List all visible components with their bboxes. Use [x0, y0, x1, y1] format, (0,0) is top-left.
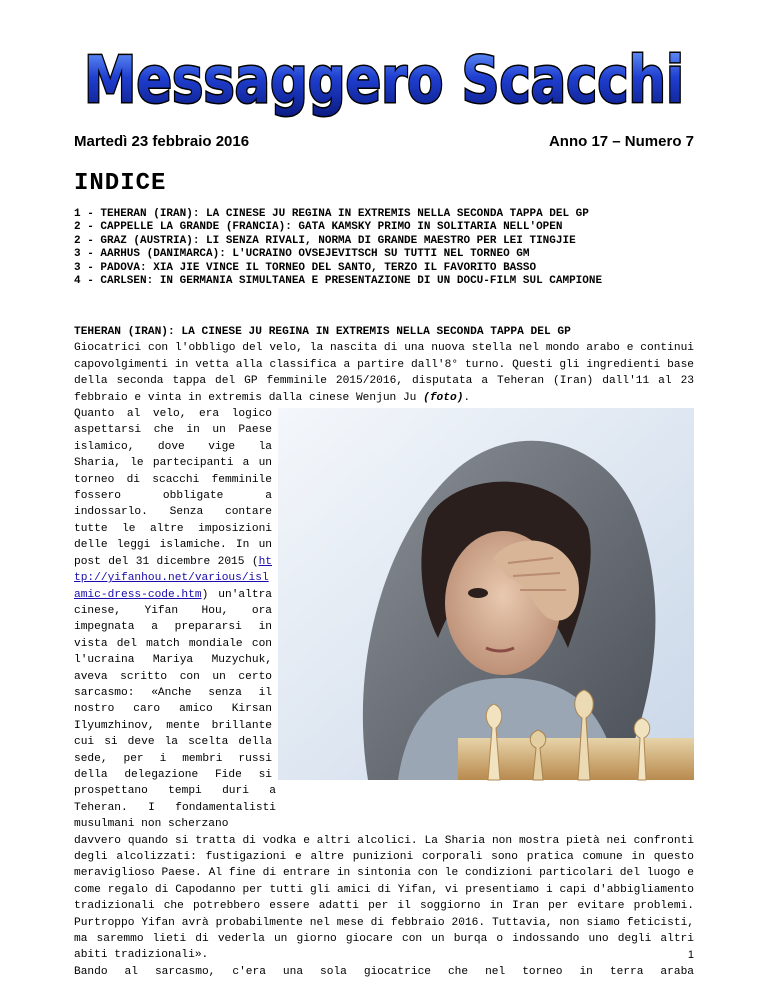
- index-item[interactable]: 2 - GRAZ (AUSTRIA): LI SENZA RIVALI, NORMA DI GRANDE MAESTRO PER LEI TINGJIE: [74, 234, 576, 247]
- index-item[interactable]: 3 - PADOVA: XIA JIE VINCE IL TORNEO DEL SANTO, TERZO IL FAVORITO BASSO: [74, 261, 537, 274]
- article-intro: Giocatrici con l'obbligo del velo, la nascita di una nuova stella nel mondo arabo e continui capovolgimenti in vetta alla classifica a partire dall'8° turno. Questi gli ingredienti base della seconda tappa del GP femminile 2015/2016, disputata a Teheran (Iran) dall'11 al 23 febbraio e vinta in extremis dalla cinese Wenjun Ju (foto).: [74, 342, 694, 404]
- column-text: ) un'altra cinese, Yifan Hou, ora impegnata a prepararsi in vista del match mondiale con l'ucraina Mariya Muzychuk, aveva scritto con un certo sarcasmo: «Anche senza il nostro caro amico Kirsan Ilyumzhinov, mente brillante cui si deve la scelta della sede, per i membri russi della delegazione Fide si prospettano tempi duri a Teheran. I fondamentalisti musulmani non scherzano: [74, 588, 276, 831]
- masthead-logo: [74, 42, 694, 118]
- index-list: [74, 208, 714, 288]
- index-item[interactable]: 3 - AARHUS (DANIMARCA): L'UCRAINO OVSEJEVITSCH SU TUTTI NEL TORNEO GM: [74, 248, 530, 261]
- masthead-title: Messaggero Scacchi: [84, 44, 684, 118]
- index-item[interactable]: 2 - CAPPELLE LA GRANDE (FRANCIA): GATA KAMSKY PRIMO IN SOLITARIA NELL'OPEN: [74, 221, 563, 234]
- article-column: [74, 406, 276, 833]
- article-body: davvero quando si tratta di vodka e altri alcolici. La Sharia non mostra pietà nei confronti degli alcolizzati: fustigazioni e altre punizioni corporali sono pratica comune in questo meraviglioso Paese. Al fine di entrare in sintonia con le condizioni particolari del luogo e come regalo di Capodanno per tutti gli amici di Yifan, vi presentiamo i capi d'abbigliamento tradizionali che potrebbero essere adatti per il soggiorno in Iran per evitare problemi. Purtroppo Yifan avrà probabilmente nel mese di febbraio 2016. Tuttavia, non siamo feticisti, ma saremmo lieti di vederla un giorno giocare con un burqa o indossando uno degli altri abiti tradizionali».: [74, 834, 694, 962]
- intro-text: Giocatrici con l'obbligo del velo, la nascita di una nuova stella nel mondo arabo e continui capovolgimenti in vetta alla classifica a partire dall'8° turno. Questi gli ingredienti base della seconda tappa del GP femminile 2015/2016, disputata a Teheran (Iran) dall'11 al 23 febbraio e vinta in extremis dalla cinese Wenjun Ju: [74, 342, 694, 404]
- photo-reference: (foto): [423, 391, 464, 404]
- article-title: TEHERAN (IRAN): LA CINESE JU REGINA IN EXTREMIS NELLA SECONDA TAPPA DEL GP: [74, 326, 571, 338]
- player-photo: [278, 408, 694, 780]
- source-link[interactable]: http://yifanhou.net/various/islamic-dress-code.htm: [74, 555, 272, 601]
- issue-number: Anno 17 – Numero 7: [548, 133, 694, 150]
- index-item[interactable]: 4 - CARLSEN: IN GERMANIA SIMULTANEA E PRESENTAZIONE DI UN DOCU-FILM SUL CAMPIONE: [74, 275, 603, 288]
- index-heading: INDICE: [74, 170, 167, 197]
- index-item[interactable]: 1 - TEHERAN (IRAN): LA CINESE JU REGINA IN EXTREMIS NELLA SECONDA TAPPA DEL GP: [74, 208, 589, 220]
- article: [74, 324, 694, 980]
- page-number: 1: [687, 949, 694, 961]
- issue-date: Martedì 23 febbraio 2016: [74, 133, 250, 150]
- column-text: Quanto al velo, era logico aspettarsi che in un Paese islamico, dove vige la Sharia, le partecipanti a un torneo di scacchi femminile fossero obbligate a indossarlo. Senza contare tutte le altre imposizioni delle leggi islamiche. In un post del 31 dicembre 2015 (: [74, 408, 272, 568]
- article-last-line: Bando al sarcasmo, c'era una sola giocatrice che nel torneo in terra araba: [74, 965, 694, 978]
